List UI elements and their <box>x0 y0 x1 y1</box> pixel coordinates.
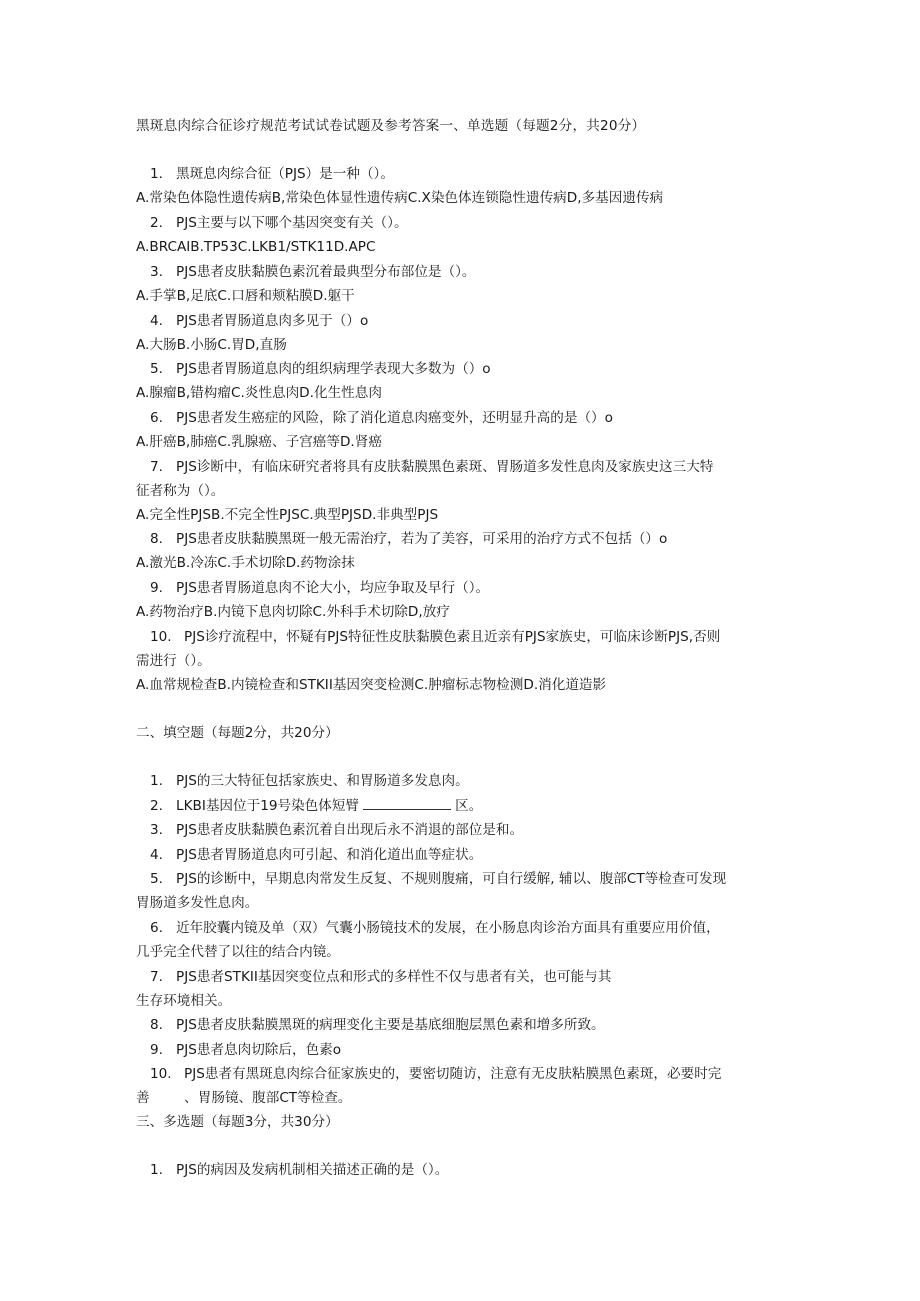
s1-options-9: A.药物治疗B.内镜下息肉切除C.外科手术切除D,放疗 <box>136 604 450 620</box>
s1-question-5: 5. PJS患者胃肠道息肉的组织病理学表现大多数为（）o <box>150 361 491 377</box>
s1-options-6: A.肝癌B,肺癌C.乳腺癌、子宫癌等D.肾癌 <box>136 434 382 450</box>
s2-item-6: 6. 近年胶囊内镜及单（双）气囊小肠镜技术的发展，在小肠息肉诊治方面具有重要应用价值， <box>150 920 720 936</box>
section3-heading: 三、多选题（每题3分，共30分） <box>136 1114 339 1130</box>
s2-item-7: 7. PJS患者STKII基因突变位点和形式的多样性不仅与患者有关，也可能与其 <box>150 969 612 985</box>
s2-item-4: 4. PJS患者胃肠道息肉可引起、和消化道出血等症状。 <box>150 847 483 863</box>
s2-item-2: 2. LKBI基因位于19号染色体短臂 区。 <box>150 798 483 814</box>
s2-item-8: 8. PJS患者皮肤黏膜黑斑的病理变化主要是基底细胞层黑色素和增多所致。 <box>150 1017 605 1033</box>
s1-question-10: 10. PJS诊疗流程中，怀疑有PJS特征性皮肤黏膜色素且近亲有PJS家族史，可临床诊断PJS,否则 <box>150 629 721 645</box>
s1-question-10-cont: 需进行（）。 <box>136 653 211 669</box>
s1-options-3: A.手掌B,足底C.口唇和颊粘膜D.躯干 <box>136 288 355 304</box>
s1-question-3: 3. PJS患者皮肤黏膜色素沉着最典型分布部位是（）。 <box>150 264 476 280</box>
section2-heading: 二、填空题（每题2分，共20分） <box>136 725 339 741</box>
s1-question-8: 8. PJS患者皮肤黏膜黑斑一般无需治疗，若为了美容，可采用的治疗方式不包括（）o <box>150 531 668 547</box>
s2-item-5-cont: 胃肠道多发性息肉。 <box>136 895 259 911</box>
s1-options-1: A.常染色体隐性遗传病B,常染色体显性遗传病C.X染色体连锁隐性遗传病D,多基因遗传病 <box>136 190 664 206</box>
s2-item-10: 10. PJS患者有黑斑息肉综合征家族史的，要密切随访，注意有无皮肤粘膜黑色素斑，必要时完 <box>150 1066 722 1082</box>
s1-question-2: 2. PJS主要与以下哪个基因突变有关（）。 <box>150 215 408 231</box>
s1-options-2: A.BRCAIB.TP53C.LKB1∕STK11D.APC <box>136 239 376 255</box>
s1-options-10: A.血常规检查B.内镜检查和STKII基因突变检测C.肿瘤标志物检测D.消化道造影 <box>136 677 607 693</box>
s2-item-1: 1. PJS的三大特征包括家族史、和胃肠道多发息肉。 <box>150 773 469 789</box>
s1-question-9: 9. PJS患者胃肠道息肉不论大小，均应争取及早行（）。 <box>150 580 490 596</box>
s2-item-3: 3. PJS患者皮肤黏膜色素沉着自出现后永不消退的部位是和。 <box>150 822 524 838</box>
s1-question-7-cont: 征者称为（）。 <box>136 483 225 499</box>
s2-item-10-cont: 善 、胃肠镜、腹部CT等检查。 <box>136 1090 352 1106</box>
s1-question-7: 7. PJS诊断中，有临床研究者将具有皮肤黏膜黑色素斑、胃肠道多发性息肉及家族史这三大特 <box>150 459 714 475</box>
s2-item-7-cont: 生存环境相关。 <box>136 993 232 1009</box>
s1-question-1: 1. 黑斑息肉综合征（PJS）是一种（）。 <box>150 166 394 182</box>
s1-options-4: A.大肠B.小肠C.胃D,直肠 <box>136 337 287 353</box>
s1-options-7: A.完全性PJSB.不完全性PJSC.典型PJSD.非典型PJS <box>136 507 439 523</box>
s3-item-1: 1. PJS的病因及发病机制相关描述正确的是（）。 <box>150 1162 449 1178</box>
s2-item-6-cont: 几乎完全代替了以往的结合内镜。 <box>136 944 340 960</box>
s1-question-6: 6. PJS患者发生癌症的风险，除了消化道息肉癌变外，还明显升高的是（）o <box>150 410 613 426</box>
s2-item-5: 5. PJS的诊断中，早期息肉常发生反复、不规则腹痛，可自行缓解, 辅以、腹部CT等检查可发现 <box>150 871 727 887</box>
s1-options-8: A.激光B.冷冻C.手术切除D.药物涂抹 <box>136 555 355 571</box>
s1-options-5: A.腺瘤B,错构瘤C.炎性息肉D.化生性息肉 <box>136 385 382 401</box>
s1-question-4: 4. PJS患者胃肠道息肉多见于（）o <box>150 313 369 329</box>
document-title: 黑斑息肉综合征诊疗规范考试试卷试题及参考答案一、单选题（每题2分，共20分） <box>136 118 646 134</box>
s2-item-9: 9. PJS患者息肉切除后，色素o <box>150 1042 342 1058</box>
fill-in-blank <box>363 797 451 810</box>
